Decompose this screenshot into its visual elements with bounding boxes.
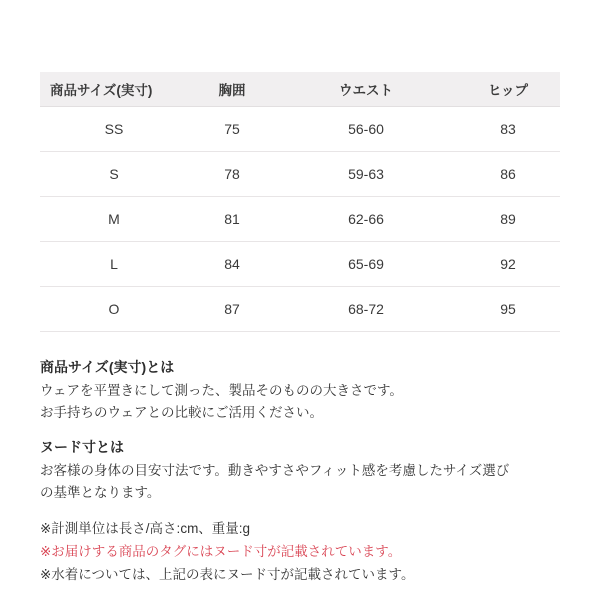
cell-size: M [40, 197, 188, 242]
table-row [40, 152, 560, 197]
table-row [40, 197, 560, 242]
table-header [40, 72, 560, 107]
note-heading-product-size: 商品サイズ(実寸)とは [40, 359, 175, 375]
cell-bust: 87 [188, 287, 276, 332]
cell-hip: 95 [456, 287, 560, 332]
note-block-nude-size [40, 436, 560, 503]
cell-waist: 68-72 [276, 287, 456, 332]
column-header-waist: ウエスト [276, 72, 456, 107]
cell-waist: 65-69 [276, 242, 456, 287]
disclaimer-measurement-units: ※計測単位は長さ/高さ:cm、重量:g [40, 520, 251, 536]
table-row [40, 242, 560, 287]
size-table [40, 72, 560, 332]
table-row [40, 107, 560, 152]
note-block-product-size [40, 356, 560, 423]
cell-size: SS [40, 107, 188, 152]
note-heading-nude-size: ヌード寸とは [40, 439, 124, 456]
table-header-row [40, 72, 560, 107]
cell-waist: 59-63 [276, 152, 456, 197]
cell-bust: 81 [188, 197, 276, 242]
note-text-product-size-line2: お手持ちのウェアとの比較にご活用ください。 [40, 404, 323, 420]
cell-hip: 86 [456, 152, 560, 197]
column-header-bust: 胸囲 [188, 72, 276, 107]
note-block-disclaimers [40, 518, 560, 586]
cell-hip: 83 [456, 107, 560, 152]
cell-bust: 84 [188, 242, 276, 287]
cell-size: S [40, 152, 188, 197]
cell-bust: 78 [188, 152, 276, 197]
cell-size: O [40, 287, 188, 332]
column-header-hip: ヒップ [456, 72, 560, 107]
column-header-product-size: 商品サイズ(実寸) [40, 72, 188, 107]
note-text-nude-size-line1: お客様の身体の目安寸法です。動きやすさやフィット感を考慮したサイズ選び [40, 463, 510, 479]
cell-waist: 56-60 [276, 107, 456, 152]
table-body [40, 107, 560, 332]
notes-section [40, 356, 560, 585]
disclaimer-tag-nude-size: ※お届けする商品のタグにはヌード寸が記載されています。 [40, 543, 402, 559]
cell-size: L [40, 242, 188, 287]
note-text-product-size-line1: ウェアを平置きにして測った、製品そのものの大きさです。 [40, 382, 403, 398]
table-row [40, 287, 560, 332]
disclaimer-swimwear: ※水着については、上記の表にヌード寸が記載されています。 [40, 566, 415, 582]
cell-hip: 89 [456, 197, 560, 242]
cell-waist: 62-66 [276, 197, 456, 242]
cell-hip: 92 [456, 242, 560, 287]
cell-bust: 75 [188, 107, 276, 152]
note-text-nude-size-line2: の基準となります。 [40, 484, 161, 500]
